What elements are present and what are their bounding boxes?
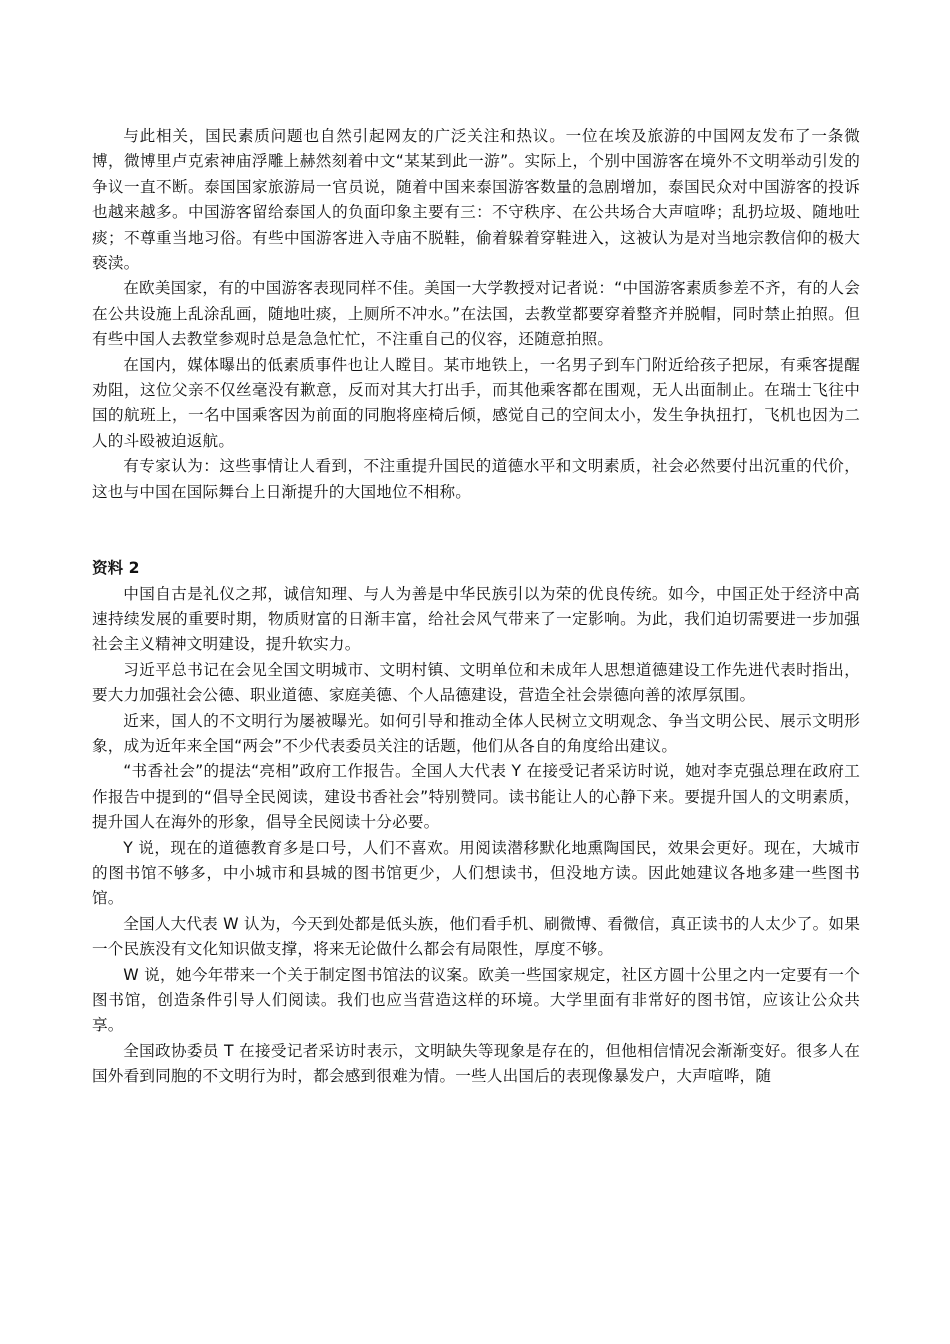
paragraph: 与此相关，国民素质问题也自然引起网友的广泛关注和热议。一位在埃及旅游的中国网友发布了一条微博，微博里卢克索神庙浮雕上赫然刻着中文“某某到此一游”。实际上，个别中国游客在境外不文明举动引发的争议一直不断。泰国国家旅游局一官员说，随着中国来泰国游客数量的急剧增加，泰国民众对中国游客的投诉也越来越多。中国游客留给泰国人的负面印象主要有三：不守秩序、在公共场合大声喧哗；乱扔垃圾、随地吐痰；不尊重当地习俗。有些中国游客进入寺庙不脱鞋，偷着躲着穿鞋进入，这被认为是对当地宗教信仰的极大亵渎。 [92,127,860,273]
section-heading: 资料 2 [92,559,140,578]
paragraph: Y 说，现在的道德教育多是口号，人们不喜欢。用阅读潜移默化地熏陶国民，效果会更好。现在，大城市的图书馆不够多，中小城市和县城的图书馆更少，人们想读书，但没地方读。因此她建议各地多建一些图书馆。 [92,838,860,908]
paragraph: 习近平总书记在会见全国文明城市、文明村镇、文明单位和未成年人思想道德建设工作先进代表时指出，要大力加强社会公德、职业道德、家庭美德、个人品德建设，营造全社会崇德向善的浓厚氛围。 [92,660,860,705]
document-page [92,124,860,1090]
paragraph: 在国内，媒体曝出的低素质事件也让人瞠目。某市地铁上，一名男子到车门附近给孩子把尿，有乘客提醒劝阻，这位父亲不仅丝毫没有歉意，反而对其大打出手，而其他乘客都在围观，无人出面制止。在瑞士飞往中国的航班上，一名中国乘客因为前面的同胞将座椅后倾，感觉自己的空间太小，发生争执扭打，飞机也因为二人的斗殴被迫返航。 [92,355,860,450]
paragraph: 全国人大代表 W 认为，今天到处都是低头族，他们看手机、刷微博、看微信，真正读书的人太少了。如果一个民族没有文化知识做支撑，将来无论做什么都会有局限性，厚度不够。 [92,914,860,959]
section-2 [92,556,860,1090]
paragraph: 在欧美国家，有的中国游客表现同样不佳。美国一大学教授对记者说：“中国游客素质参差不齐，有的人会在公共设施上乱涂乱画，随地吐痰，上厕所不冲水。”在法国，去教堂都要穿着整齐并脱帽，同时禁止拍照。但有些中国人去教堂参观时总是急急忙忙，不注重自己的仪容，还随意拍照。 [92,279,860,349]
paragraph: 全国政协委员 T 在接受记者采访时表示，文明缺失等现象是存在的，但他相信情况会渐渐变好。很多人在国外看到同胞的不文明行为时，都会感到很难为情。一些人出国后的表现像暴发户，大声喧哗，随 [92,1041,860,1086]
section-1 [92,124,860,505]
paragraph: 中国自古是礼仪之邦，诚信知理、与人为善是中华民族引以为荣的优良传统。如今，中国正处于经济中高速持续发展的重要时期，物质财富的日渐丰富，给社会风气带来了一定影响。为此，我们迫切需要进一步加强社会主义精神文明建设，提升软实力。 [92,584,860,654]
paragraph: 有专家认为：这些事情让人看到，不注重提升国民的道德水平和文明素质，社会必然要付出沉重的代价，这也与中国在国际舞台上日渐提升的大国地位不相称。 [92,457,860,501]
paragraph: 近来，国人的不文明行为屡被曝光。如何引导和推动全体人民树立文明观念、争当文明公民、展示文明形象，成为近年来全国“两会”不少代表委员关注的话题，他们从各自的角度给出建议。 [92,711,860,755]
section-spacer [92,505,860,556]
paragraph: “书香社会”的提法“亮相”政府工作报告。全国人大代表 Y 在接受记者采访时说，她对李克强总理在政府工作报告中提到的“倡导全民阅读，建设书香社会”特别赞同。读书能让人的心静下来。要提升国人的文明素质，提升国人在海外的形象，倡导全民阅读十分必要。 [92,762,860,832]
paragraph: W 说，她今年带来一个关于制定图书馆法的议案。欧美一些国家规定，社区方圆十公里之内一定要有一个图书馆，创造条件引导人们阅读。我们也应当营造这样的环境。大学里面有非常好的图书馆，应该让公众共享。 [92,965,860,1035]
